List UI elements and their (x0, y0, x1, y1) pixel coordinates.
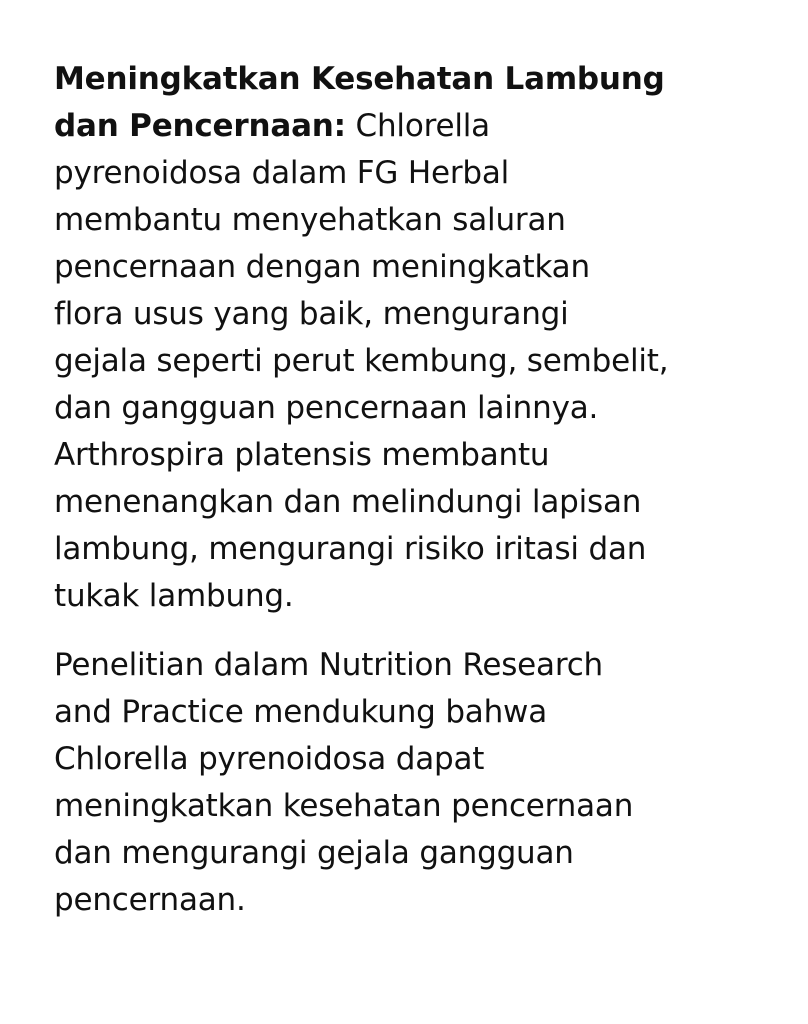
body-line: Arthrospira platensis membantu (54, 437, 550, 473)
body-line: and Practice mendukung bahwa (54, 694, 547, 730)
body-line: meningkatkan kesehatan pencernaan (54, 788, 634, 824)
body-line: Penelitian dalam Nutrition Research (54, 647, 603, 683)
lead-heading-line-2 (54, 103, 754, 150)
lead-heading-line-1: Meningkatkan Kesehatan Lambung (54, 61, 665, 97)
lead-tail-text: Chlorella (345, 108, 490, 144)
body-line: pencernaan dengan meningkatkan (54, 249, 590, 285)
paragraph-research (54, 642, 754, 924)
body-line: dan gangguan pencernaan lainnya. (54, 390, 599, 426)
paragraph-digestive-health (54, 56, 754, 620)
body-line: dan mengurangi gejala gangguan (54, 835, 574, 871)
body-line: Chlorella pyrenoidosa dapat (54, 741, 485, 777)
body-line: lambung, mengurangi risiko iritasi dan (54, 531, 647, 567)
lead-heading-tail: dan Pencernaan: (54, 108, 346, 144)
body-line: membantu menyehatkan saluran (54, 202, 566, 238)
body-line: menenangkan dan melindungi lapisan (54, 484, 642, 520)
body-line: tukak lambung. (54, 578, 294, 614)
body-line: gejala seperti perut kembung, sembelit, (54, 343, 669, 379)
body-line: pyrenoidosa dalam FG Herbal (54, 155, 510, 191)
body-line: pencernaan. (54, 882, 246, 918)
body-line: flora usus yang baik, mengurangi (54, 296, 569, 332)
article-body (54, 56, 754, 924)
